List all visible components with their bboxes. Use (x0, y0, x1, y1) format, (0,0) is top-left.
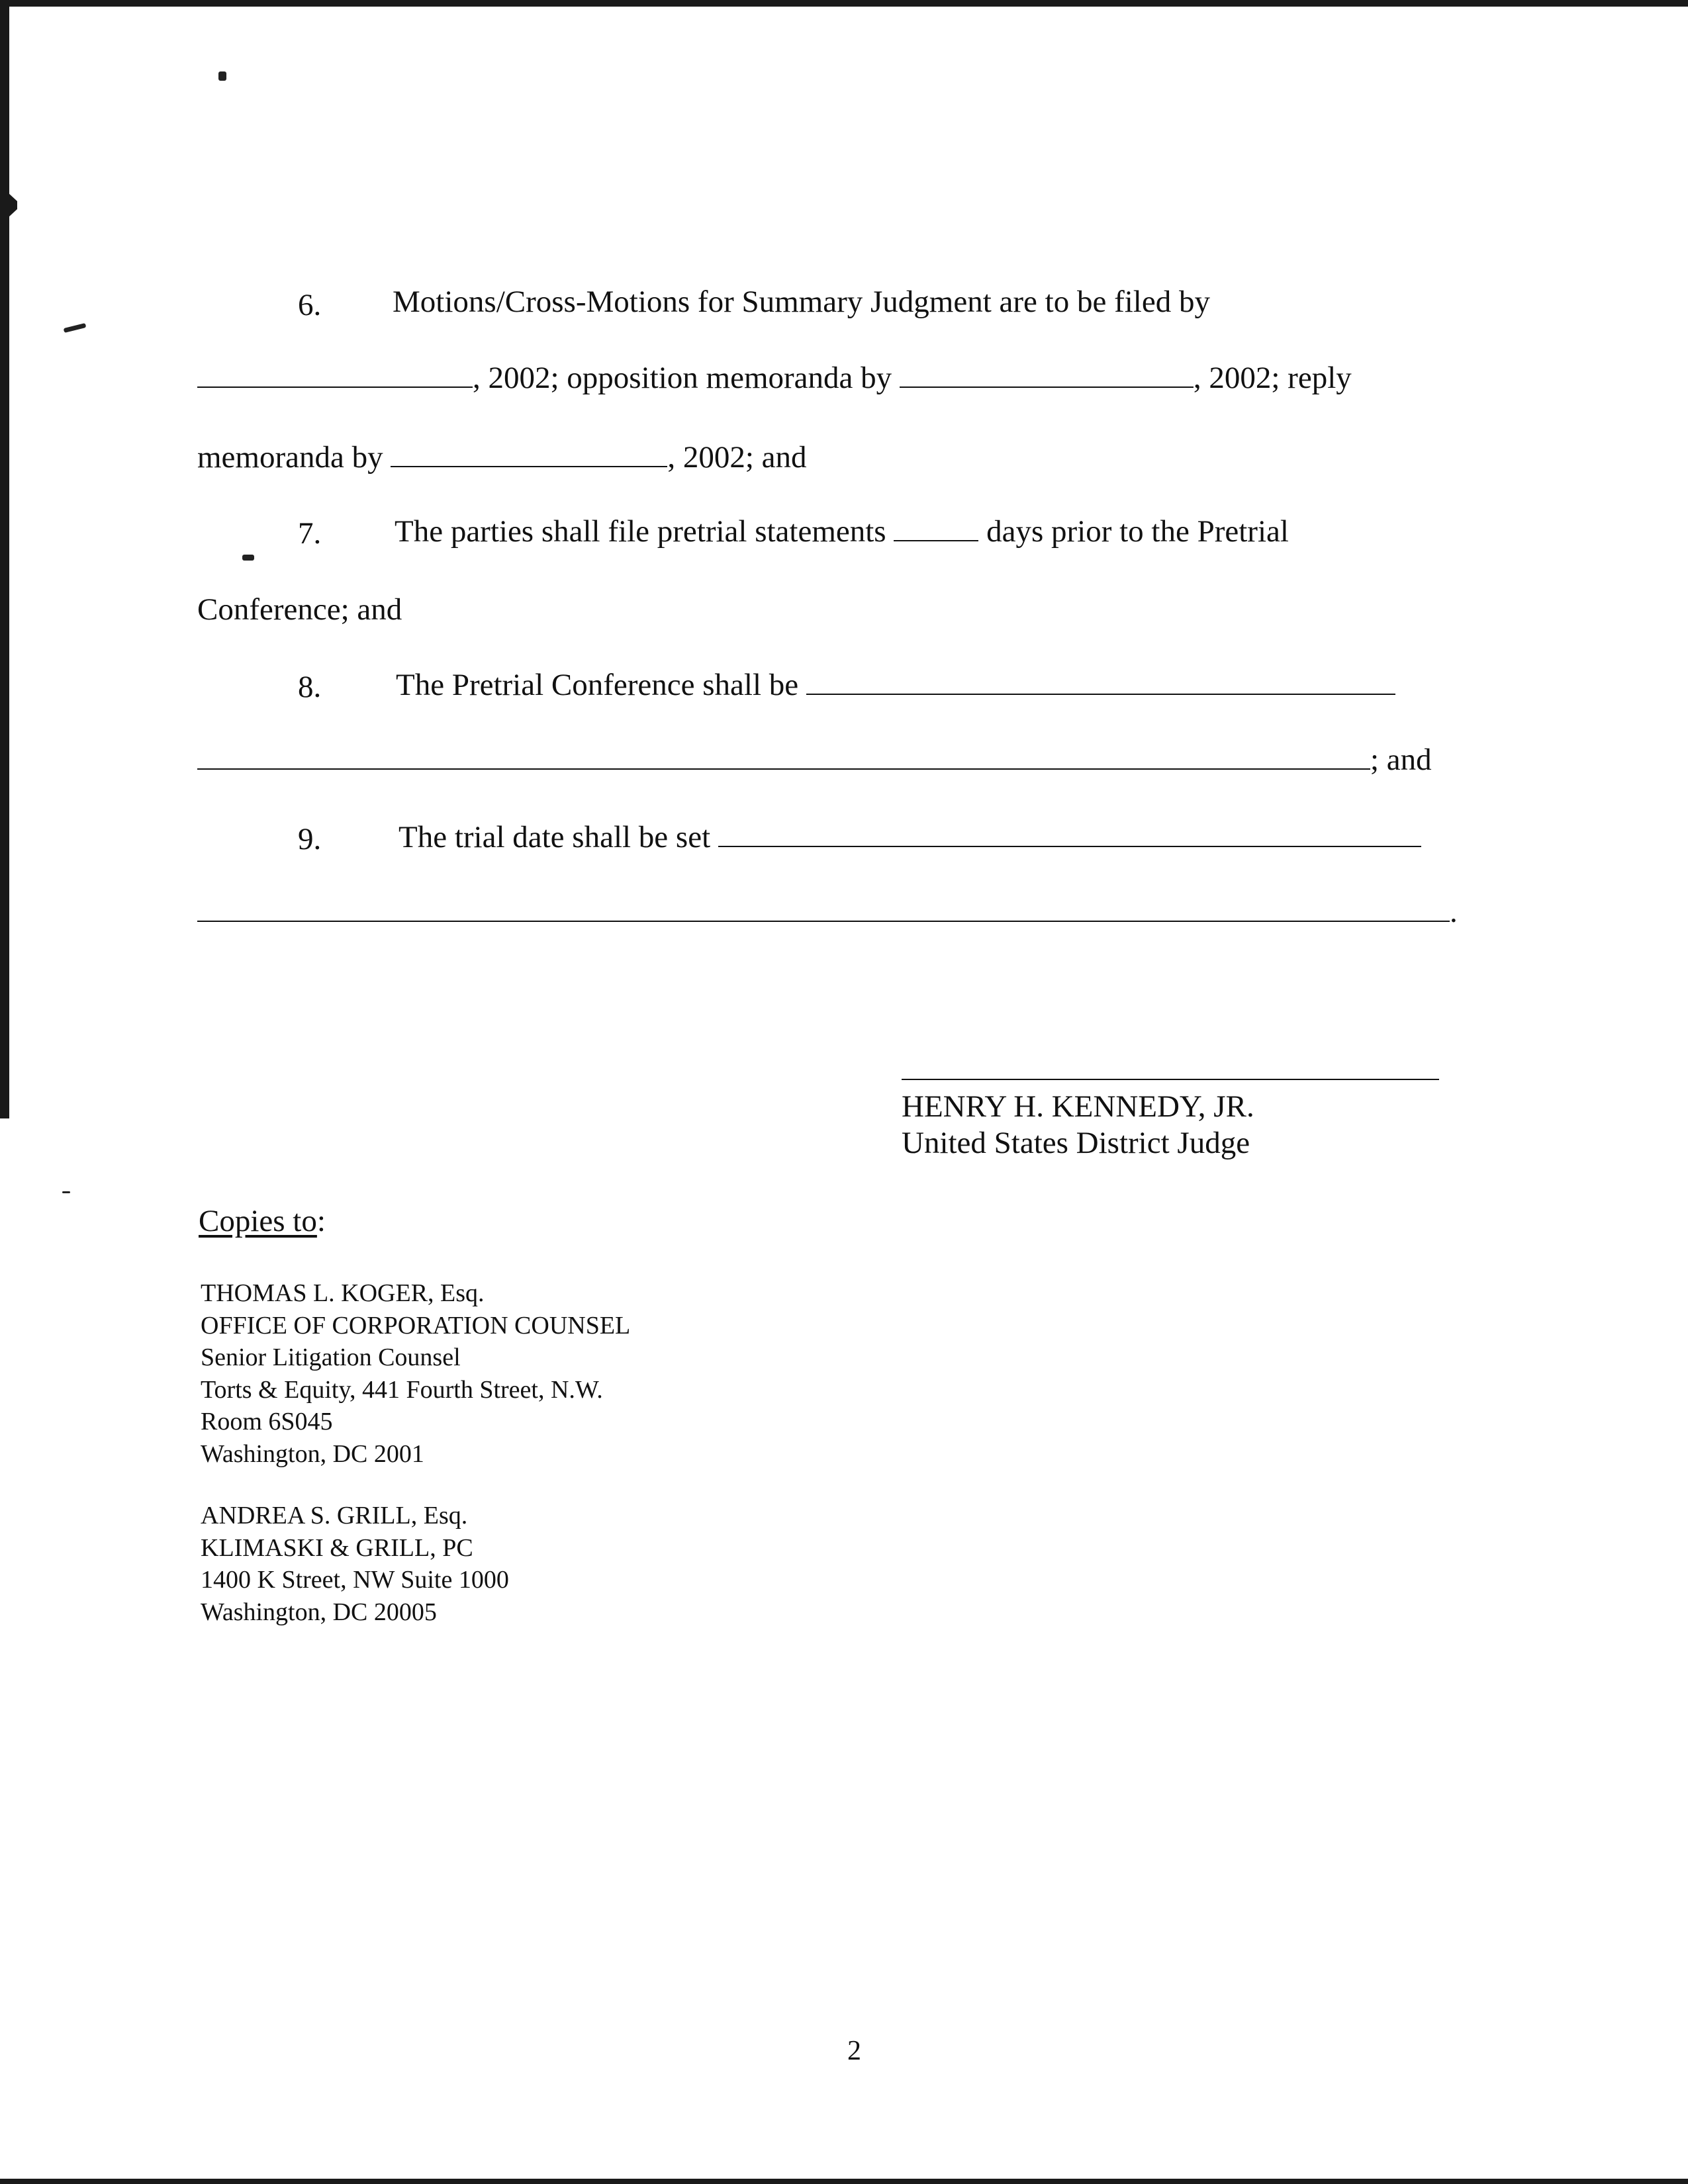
paragraph-9-end-text: . (1450, 895, 1458, 929)
paragraph-8-line-1 (396, 670, 1395, 701)
paragraph-8-end-text: ; and (1370, 743, 1432, 777)
scan-speck (64, 323, 87, 333)
paragraph-9-number: 9. (298, 822, 322, 856)
blank-pretrial-conference-1[interactable] (806, 693, 1395, 695)
judge-title: United States District Judge (902, 1126, 1250, 1160)
paragraph-6-line-2 (197, 363, 1352, 394)
copies-heading-text: Copies to (199, 1204, 317, 1238)
scan-border-bottom (0, 2179, 1688, 2184)
address-line: ANDREA S. GRILL, Esq. (201, 1502, 468, 1529)
address-line: 1400 K Street, NW Suite 1000 (201, 1566, 509, 1594)
judge-name: HENRY H. KENNEDY, JR. (902, 1089, 1254, 1124)
blank-trial-date-2[interactable] (197, 920, 1450, 922)
paragraph-7-text-a: The parties shall file pretrial statements (395, 514, 886, 549)
signature-line[interactable] (902, 1079, 1439, 1080)
paragraph-7-number: 7. (298, 516, 322, 551)
paragraph-6-opposition-text: , 2002; opposition memoranda by (473, 361, 892, 395)
scan-border-top (0, 0, 1688, 7)
address-line: Torts & Equity, 441 Fourth Street, N.W. (201, 1375, 603, 1404)
paragraph-8-text: The Pretrial Conference shall be (396, 668, 799, 702)
address-line: THOMAS L. KOGER, Esq. (201, 1279, 485, 1307)
address-line: Washington, DC 20005 (201, 1598, 437, 1626)
paragraph-6-end-text: , 2002; and (667, 440, 807, 475)
paragraph-9-text: The trial date shall be set (399, 820, 711, 854)
blank-trial-date-1[interactable] (718, 845, 1421, 847)
paragraph-6-line-3 (197, 442, 807, 473)
paragraph-6-number: 6. (298, 288, 322, 322)
address-line: OFFICE OF CORPORATION COUNSEL (201, 1311, 631, 1340)
recipient-address-block (201, 1500, 509, 1628)
address-line: KLIMASKI & GRILL, PC (201, 1533, 473, 1562)
address-line: Room 6S045 (201, 1408, 333, 1435)
paragraph-8-line-2 (197, 745, 1432, 776)
blank-summary-judgment-date[interactable] (197, 386, 473, 388)
blank-reply-date[interactable] (391, 465, 667, 467)
copies-heading (199, 1203, 326, 1239)
paragraph-7-line-2: Conference; and (197, 592, 402, 627)
address-line: Senior Litigation Counsel (201, 1343, 461, 1371)
paragraph-6-memoranda-text: memoranda by (197, 440, 383, 475)
blank-pretrial-conference-2[interactable] (197, 768, 1370, 770)
recipient-address-block (201, 1277, 630, 1470)
paragraph-7-text-b: days prior to the Pretrial (986, 514, 1289, 549)
blank-opposition-date[interactable] (900, 386, 1194, 388)
paragraph-9-line-2 (197, 897, 1458, 928)
scan-border-left (0, 0, 9, 1118)
page-number: 2 (847, 2036, 861, 2066)
paragraph-6-reply-text: , 2002; reply (1193, 361, 1352, 395)
paragraph-6-line-1: Motions/Cross-Motions for Summary Judgment are to be filed by (393, 285, 1210, 319)
paragraph-9-line-1 (399, 822, 1421, 853)
copies-heading-colon: : (316, 1204, 326, 1238)
scan-speck (62, 1191, 70, 1193)
address-line: Washington, DC 2001 (201, 1439, 424, 1468)
scan-speck (218, 71, 226, 81)
scan-speck (242, 555, 254, 561)
blank-days-count[interactable] (894, 539, 978, 541)
paragraph-7-line-1 (395, 516, 1289, 547)
paragraph-8-number: 8. (298, 670, 322, 704)
